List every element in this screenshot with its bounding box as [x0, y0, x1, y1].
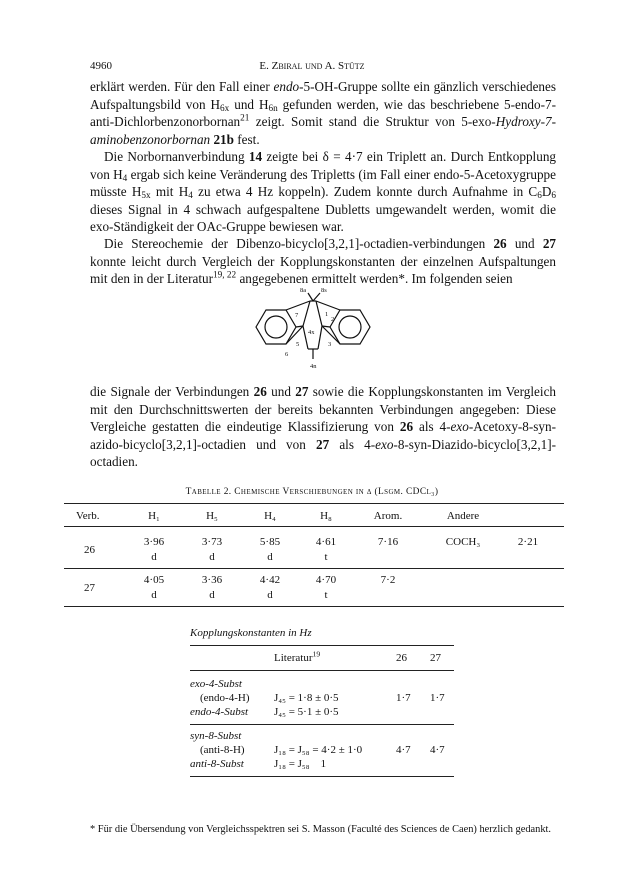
- row27-h8: 4·70: [315, 574, 337, 586]
- coupling-header-26: 26: [396, 652, 407, 664]
- text-run: 27: [295, 384, 309, 399]
- text-run: 26: [253, 384, 267, 399]
- row26-h8-mult: t: [324, 551, 328, 563]
- table-2-title: Tabelle 2. Chemische Verschiebungen in δ (Lsgm. CDCl₃): [185, 487, 439, 497]
- g2-value-26: 4·7: [396, 744, 411, 756]
- g2-value-1: J₁₈ = J₅₈ = 4·2 ± 1·0: [274, 744, 363, 756]
- text-run: und: [266, 384, 296, 399]
- th-h4: H₄: [264, 510, 276, 522]
- g2-value-2: J₁₈ = J₅₈ 1: [274, 758, 327, 770]
- table-top-rule: [64, 503, 564, 504]
- th-h8: H₈: [320, 510, 332, 522]
- label-6: 6: [285, 351, 289, 358]
- th-verb: Verb.: [76, 510, 100, 522]
- table-bottom-rule: [64, 606, 564, 607]
- row27-h8-mult: t: [324, 589, 328, 601]
- row26-h4-mult: d: [267, 551, 273, 563]
- row27-h1: 4·05: [143, 574, 165, 586]
- row26-h5-mult: d: [209, 551, 215, 563]
- row26-andere: COCH₃: [445, 536, 481, 548]
- text-run: als 4-: [329, 436, 376, 452]
- g2-label-3: anti-8-Subst: [190, 758, 244, 770]
- row26-h4: 5·85: [259, 536, 281, 548]
- g2-label-1: syn-8-Subst: [190, 730, 242, 742]
- g1-value-2: J₄₅ = 5·1 ± 0·5: [274, 706, 339, 718]
- text-run: die Signale der Verbindungen: [90, 384, 254, 399]
- footnote: * Für die Übersendung von Vergleichsspektren sei S. Masson (Faculté des Sciences de Caen) herzlich gedankt.: [90, 824, 552, 835]
- row27-h1-mult: d: [151, 589, 157, 601]
- text-run: 14: [248, 149, 263, 164]
- text-run: angegebenen ermittelt werden*. Im folgenden seien: [236, 271, 513, 287]
- paragraph-1: [90, 78, 556, 148]
- label-4n: 4n: [310, 363, 317, 370]
- row26-h1: 3·96: [143, 536, 165, 548]
- text-run: 27: [315, 436, 330, 452]
- row26-h1-mult: d: [151, 551, 157, 563]
- text-run: zu etwa 4 Hz koppeln). Zudem konnte durch Aufnahme in C: [192, 184, 538, 200]
- text-run: als 4-: [413, 419, 451, 435]
- text-run: 4: [188, 190, 193, 201]
- row27-h4-mult: d: [267, 589, 273, 601]
- text-run: 6x: [220, 102, 230, 113]
- paragraph-3: [90, 235, 556, 288]
- text-run: exo: [375, 436, 394, 452]
- coupling-top-rule: [190, 645, 454, 646]
- coupling-mid-rule: [190, 724, 454, 725]
- th-h5: H₅: [206, 510, 218, 522]
- text-run: 6n: [268, 102, 278, 113]
- row27-h5: 3·36: [201, 574, 223, 586]
- text-run: 6: [551, 190, 557, 201]
- text-run: Die Stereochemie der Dibenzo-bicyclo[3,2,1]-octadien-verbindungen: [104, 236, 494, 251]
- text-run: ergab sich keine Veränderung des Tripletts (im Fall einer endo-5-Acetoxygruppe müsste H: [90, 166, 556, 200]
- label-4x: 4x: [308, 329, 315, 336]
- label-2: 2: [331, 316, 335, 323]
- text-run: -5-OH-Gruppe sollte ein gänzlich verschiedenes Aufspaltungsbild von H: [90, 79, 557, 112]
- coupling-header-27: 27: [430, 652, 441, 664]
- text-run: 26: [399, 419, 414, 435]
- text-run: fest.: [233, 131, 260, 147]
- text-run: exo: [450, 419, 469, 435]
- th-andere: Andere: [446, 510, 480, 522]
- text-run: Hydroxy-7-aminobenzonorbornan: [90, 114, 556, 147]
- paragraph-4: [90, 383, 556, 471]
- text-run: 6: [537, 190, 542, 201]
- bicyclooctadiene-structure-figure: [248, 283, 378, 373]
- text-run: erklärt werden. Für den Fall einer: [90, 79, 274, 94]
- table-row-rule: [64, 568, 564, 569]
- text-run: sowie die Kopplungskonstanten im Vergleich mit den Durchschnittswerten der bereits bekannten Verbindungen angegeben: Diese Vergleiche gestatten die eindeutige Klassifizierung von: [90, 384, 557, 435]
- label-3: 3: [328, 341, 332, 348]
- row27-arom: 7·2: [380, 574, 396, 586]
- text-run: Die Norbornanverbindung: [104, 149, 249, 164]
- g1-label-3: endo-4-Subst: [190, 706, 249, 718]
- g1-value-1: J₄₅ = 1·8 ± 0·5: [274, 692, 339, 704]
- g1-label-2: (endo-4-H): [200, 692, 250, 704]
- text-run: 4: [122, 172, 128, 183]
- page-number: 4960: [90, 60, 112, 72]
- running-head: E. Zbiral und A. Stütz: [259, 60, 365, 72]
- text-run: konnte leicht durch Vergleich der Kopplungskonstanten der einzelnen Aufspaltungen mit den in der Literatur: [90, 253, 556, 287]
- text-run: und H: [229, 96, 269, 112]
- paragraph-2: [90, 148, 556, 236]
- table-header-rule: [64, 526, 564, 527]
- g1-label-1: exo-4-Subst: [190, 678, 242, 690]
- text-run: 21b: [213, 131, 234, 147]
- g1-value-27: 1·7: [430, 692, 445, 704]
- th-h1: H₁: [148, 510, 160, 522]
- row26-arom: 7·16: [377, 536, 399, 548]
- text-run: gefunden werden, wie das beschriebene 5-endo-7-anti-Dichlorbenzonorbornan: [90, 96, 556, 130]
- row27-h5-mult: d: [209, 589, 215, 601]
- row27-verb: 27: [84, 582, 95, 594]
- text-run: -Acetoxy-8-syn-azido-bicyclo[3,2,1]-octadien und von: [90, 419, 556, 452]
- text-run: 5x: [141, 190, 151, 201]
- label-7: 7: [295, 312, 299, 319]
- coupling-bottom-rule: [190, 776, 454, 777]
- g1-value-26: 1·7: [396, 692, 411, 704]
- coupling-header-rule: [190, 670, 454, 671]
- text-run: endo: [273, 79, 300, 94]
- coupling-header-literatur: Literatur$^{19}$: [274, 649, 321, 664]
- text-run: 26: [493, 236, 507, 251]
- text-run: D: [541, 184, 552, 200]
- text-run: zeigte bei δ = 4·7 ein Triplett an. Durch Entkopplung von H: [90, 149, 557, 182]
- text-run: 27: [542, 236, 557, 251]
- label-8a: 8a: [300, 287, 307, 294]
- row26-h5: 3·73: [201, 536, 223, 548]
- text-run: 19, 22: [213, 269, 237, 280]
- text-run: mit H: [150, 184, 189, 200]
- row26-extra: 2·21: [517, 536, 539, 548]
- g2-value-27: 4·7: [430, 744, 445, 756]
- row26-verb: 26: [84, 544, 95, 556]
- text-run: dieses Signal in 4 schwach aufgespaltene Dubletts umgewandelt werden, womit die exo-Ständigkeit der OAc-Gruppe bewiesen war.: [90, 201, 556, 235]
- coupling-title: Kopplungskonstanten in Hz: [190, 627, 312, 639]
- text-run: -8-syn-Diazido-bicyclo[3,2,1]-octadien.: [90, 436, 557, 470]
- label-1: 1: [325, 311, 329, 318]
- label-5: 5: [296, 341, 300, 348]
- text-run: und: [506, 236, 543, 251]
- th-arom: Arom.: [373, 510, 403, 522]
- text-run: 21: [240, 112, 250, 123]
- row26-h8: 4·61: [315, 536, 337, 548]
- row27-h4: 4·42: [259, 574, 281, 586]
- g2-label-2: (anti-8-H): [200, 744, 245, 756]
- label-8s: 8s: [321, 287, 327, 294]
- text-run: zeigt. Somit stand die Struktur von 5-exo-: [249, 114, 496, 130]
